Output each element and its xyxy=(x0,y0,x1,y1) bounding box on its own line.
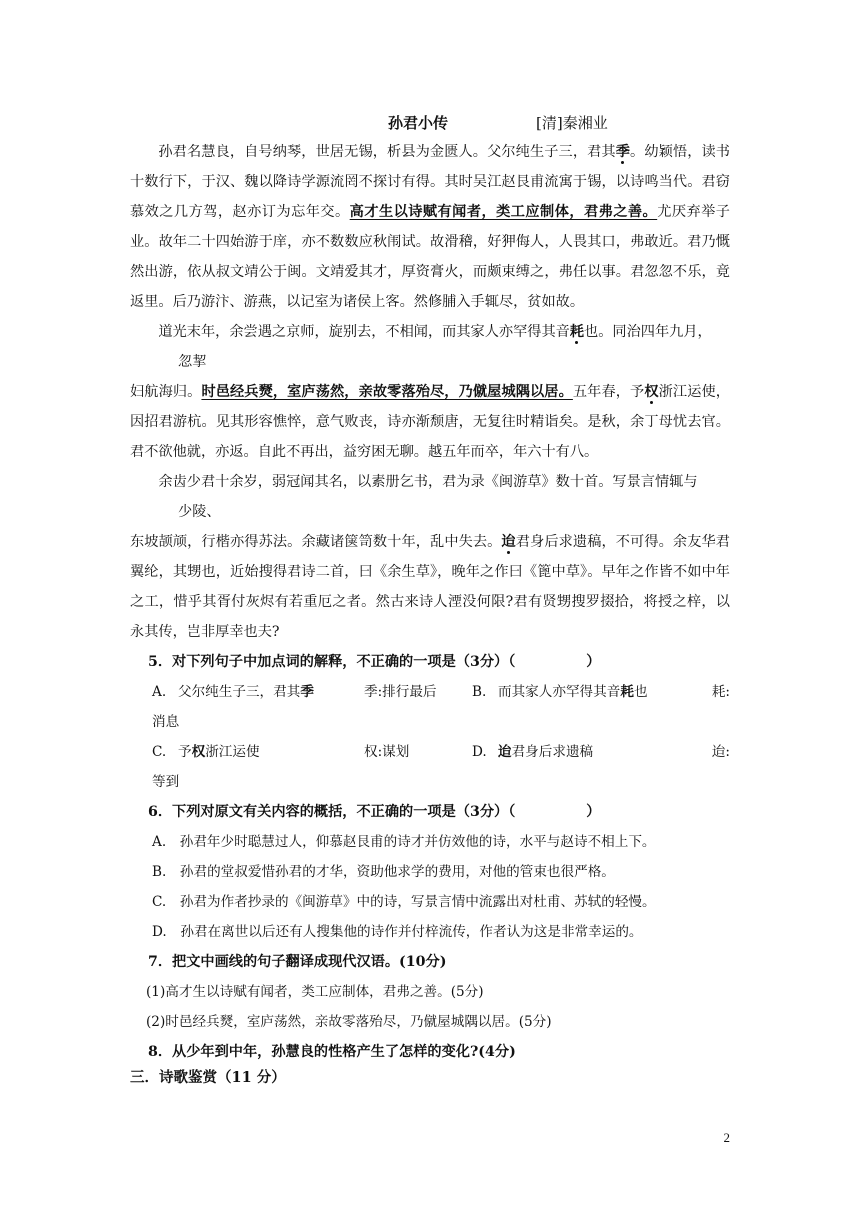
q5-c-post: 浙江运使 xyxy=(205,744,260,760)
q5-d-explanation-cont: 等到 xyxy=(152,774,180,790)
q6-option-d: D. 孙君在离世以后还有人搜集他的诗作并付梓流传，作者认为这是非常幸运的。 xyxy=(152,924,643,940)
question-6-stem: 6．下列对原文有关内容的概括，不正确的一项是（3分）（ ） xyxy=(148,804,601,820)
q5-d-explanation: 迨: xyxy=(711,744,730,760)
p3-text-b: 东坡颉颃，行楷亦得苏法。余藏诸箧笥数十年，乱中失去。 xyxy=(130,534,502,550)
paragraph-3 xyxy=(130,467,730,497)
q5-b-post: 也 xyxy=(633,684,648,700)
page-number: 2 xyxy=(723,1130,730,1145)
p3-text-a: 余齿少君十余岁，弱冠闻其名，以素册乞书，君为录《闽游草》数十首。写景言情辄与 xyxy=(158,474,698,490)
p1-text-c: 尤厌弃举子业。故年二十四始游于庠，亦不数数应秋闱试。故滑稽，好狎侮人，人畏其口，弗敢近。君乃慨然出游，依从叔文靖公于闽。文靖爱其才，厚资膏火，而颇束缚之，弗任以事。君忽忽不乐，竟返里。后乃游汴、游燕，以记室为诸侯上客。然修脯入手辄尽，贫如故。 xyxy=(130,204,730,310)
q5-c-label: C. xyxy=(152,744,167,760)
underlined-sentence-1: 高才生以诗赋有闻者，类工应制体，君弗之善。 xyxy=(349,204,658,220)
q7-sentence-1: (1)高才生以诗赋有闻者，类工应制体，君弗之善。(5分) xyxy=(146,984,484,1000)
p2-text-c: 妇航海归。 xyxy=(130,384,202,400)
q5-c-explanation: 权:谋划 xyxy=(364,744,410,760)
p1-text-a: 孙君名慧良，自号纳琴，世居无锡，析县为金匮人。父尔纯生子三，君其 xyxy=(158,144,616,160)
question-7-stem: 7．把文中画线的句子翻译成现代汉语。(10分) xyxy=(148,954,447,970)
p2-text-a: 道光末年，余尝遇之京师，旋别去，不相闻，而其家人亦罕得其音 xyxy=(158,324,570,340)
q5-b-explanation-cont: 消息 xyxy=(152,714,180,730)
q5-a-pre: 父尔纯生子三，君其 xyxy=(178,684,301,700)
essay-body xyxy=(130,137,730,1067)
p3-wrap-line: 少陵、 xyxy=(178,504,221,520)
p2-wrap-line: 忽挈 xyxy=(178,354,207,370)
p1-text-b: 。幼颖悟，读书十数行下，于汉、魏以降诗学源流罔不探讨有得。其时吴江赵艮甫流寓于锡，以诗鸣当代。君窃慕效之几方驾，赵亦订为忘年交。 xyxy=(130,144,730,220)
q5-a-label: A. xyxy=(152,684,167,700)
q5-c-pre: 予 xyxy=(178,744,192,760)
dotted-word-ji: 季 xyxy=(615,144,631,160)
q5-d-post: 君身后求遗稿 xyxy=(511,744,594,760)
q5-b-pre: 而其家人亦罕得其音 xyxy=(498,684,621,700)
paragraph-3-cont xyxy=(130,527,730,647)
p2-text-e: 浙江运使，因招君游杭。见其形容憔悴，意气败丧，诗亦渐颓唐，无复往时精诣矣。是秋，余丁母忧去官。君不欲他就，亦返。自此不再出，益穷困无聊。越五年而卒，年六十有八。 xyxy=(130,384,730,460)
q5-d-label: D. xyxy=(472,744,487,760)
title-text: 孙君小传 xyxy=(388,114,449,132)
q5-a-explanation: 季:排行最后 xyxy=(364,684,437,700)
paragraph-2-cont xyxy=(130,377,730,467)
q6-option-b: B. 孙君的堂叔爱惜孙君的才华，资助他求学的费用，对他的管束也很严格。 xyxy=(152,864,615,880)
dotted-word-dai: 迨 xyxy=(501,534,516,550)
q5-a-text xyxy=(178,677,364,707)
dotted-word-hao: 耗 xyxy=(569,324,585,340)
q5-b-word: 耗 xyxy=(620,684,634,700)
q5-d-text xyxy=(498,737,712,767)
q5-b-text xyxy=(498,677,712,707)
q5-options-ab xyxy=(130,677,730,707)
q7-sentence-2: (2)时邑经兵燹，室庐荡然，亲故零落殆尽，乃僦屋城隅以居。(5分) xyxy=(146,1014,552,1030)
question-8-stem: 8．从少年到中年，孙慧良的性格产生了怎样的变化?(4分) xyxy=(148,1044,516,1060)
dotted-word-quan: 权 xyxy=(644,384,659,400)
q5-a-word: 季 xyxy=(300,684,314,700)
q6-option-a: A. 孙君年少时聪慧过人，仰慕赵艮甫的诗才并仿效他的诗，水平与赵诗不相上下。 xyxy=(152,834,656,850)
q5-c-word: 权 xyxy=(191,744,206,760)
q5-d-word: 迨 xyxy=(498,744,512,760)
q6-option-c: C. 孙君为作者抄录的《闽游草》中的诗，写景言情中流露出对杜甫、苏轼的轻慢。 xyxy=(152,894,656,910)
paragraph-1 xyxy=(130,137,730,317)
p2-text-b: 也。同治四年九月， xyxy=(584,324,712,340)
author: [清]秦湘业 xyxy=(536,114,608,132)
essay-title xyxy=(388,112,608,133)
section-3-heading: 三．诗歌鉴赏（11 分） xyxy=(130,1069,286,1086)
q5-b-explanation: 耗: xyxy=(711,684,730,700)
q5-c-text xyxy=(178,737,364,767)
paragraph-2 xyxy=(130,317,730,347)
q5-b-label: B. xyxy=(472,684,487,700)
underlined-sentence-2: 时邑经兵燹，室庐荡然，亲故零落殆尽，乃僦屋城隅以居。 xyxy=(201,384,573,400)
p2-text-d: 五年春，予 xyxy=(572,384,645,400)
p3-text-c: 君身后求遗稿，不可得。余友华君翼纶，其甥也，近始搜得君诗二首，曰《余生草》，晚年之作曰《篦中草》。早年之作皆不如中年之工，惜乎其胥付灰烬有若重厄之者。然古来诗人湮没何限?君有贤甥搜罗掇拾，将授之梓，以永其传，岂非厚幸也夫? xyxy=(130,534,730,640)
question-5-stem: 5．对下列句子中加点词的解释，不正确的一项是（3分）（ ） xyxy=(148,654,601,670)
q5-options-cd xyxy=(130,737,730,767)
